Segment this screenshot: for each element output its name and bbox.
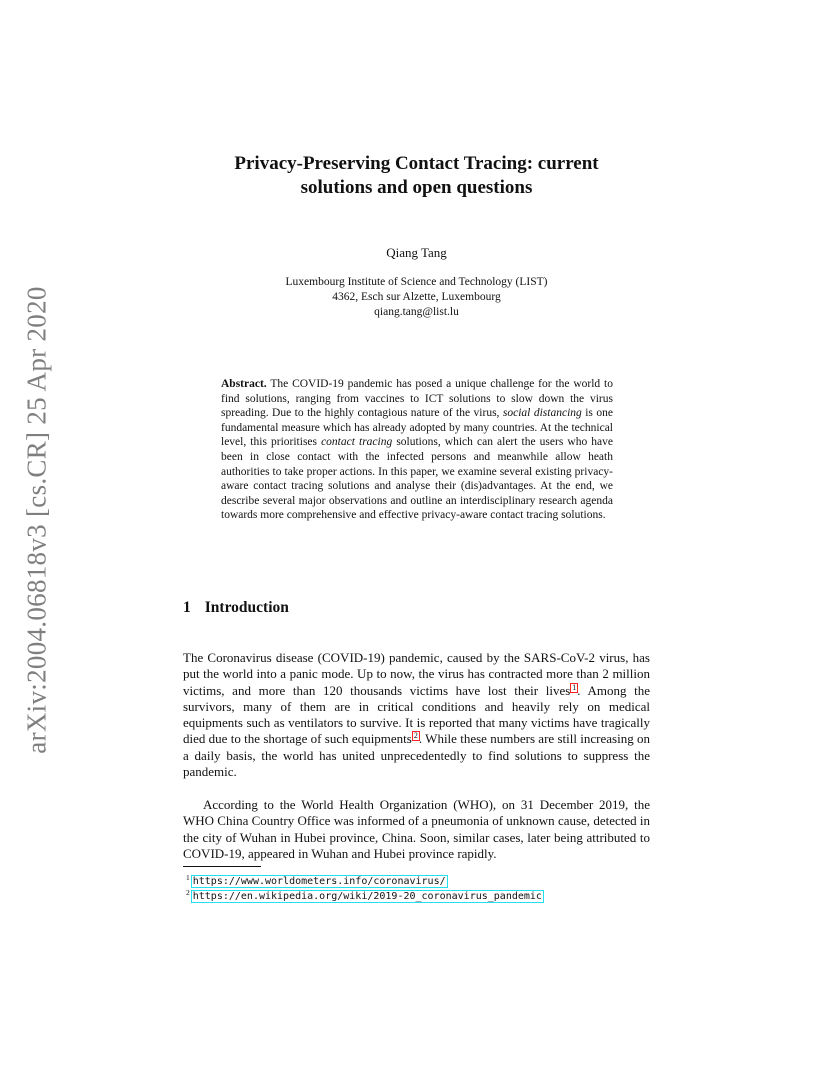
section-heading-introduction [183, 599, 289, 617]
para1-text-b: . Among the survivors, many of them are in critical conditions and heavily rely on medical equipments such as ventilators to survive. It is reported that many victims have tragically died due to the shortage of such equipments [183, 682, 650, 747]
para1-text-a: The Coronavirus disease (COVID-19) pandemic, caused by the SARS-CoV-2 virus, has put the world into a panic mode. Up to now, the virus has contracted more than 2 million victims, and more than 120 thousands victims have lost their lives [183, 650, 650, 698]
footnote-2-url-link[interactable]: https://en.wikipedia.org/wiki/2019-20_coronavirus_pandemic [192, 891, 542, 902]
footnote-divider [183, 866, 261, 867]
footnote-2-number: 2 [186, 888, 190, 897]
footnote-1-url-link[interactable]: https://www.worldometers.info/coronavirus/ [192, 876, 446, 887]
intro-paragraph-2: According to the World Health Organization (WHO), on 31 December 2019, the WHO China Country Office was informed of a pneumonia of unknown cause, detected in the city of Wuhan in Hubei province, China. Soon, similar cases, later being attributed to COVID-19, appeared in Wuhan and Hubei province rapidly. [183, 797, 650, 861]
abstract [221, 377, 613, 523]
para1-text-c: . While these numbers are still increasing on a daily basis, the world has united unprecedentedly to find solutions to suppress the pandemic. [183, 731, 650, 780]
affiliation-address: 4362, Esch sur Alzette, Luxembourg [332, 291, 501, 303]
affiliation-block [183, 275, 650, 320]
author-email: qiang.tang@list.lu [374, 306, 459, 318]
abstract-text-b: is one fundamental measure which has already adopted by many countries. At the technical level, this prioritises [221, 407, 613, 449]
abstract-emphasis-social-distancing: social distancing [502, 407, 582, 420]
author-name: Qiang Tang [386, 245, 447, 260]
abstract-text-c: solutions, which can alert the users who have been in close contact with the infected persons and meanwhile allow heath authorities to take proper actions. In this paper, we examine several existing privacy-aware contact tracing solutions and analyse their (dis)advantages. At the end, we describe several major observations and outline an interdisciplinary research agenda towards more comprehensive and effective privacy-aware contact tracing solutions. [221, 436, 613, 522]
footnote-ref-2-link[interactable]: 2 [413, 731, 418, 741]
paper-title [183, 152, 650, 200]
footnote-1-number: 1 [186, 873, 190, 882]
intro-paragraph-1 [183, 650, 650, 780]
section-title: Introduction [204, 599, 289, 616]
abstract-label: Abstract. [221, 378, 267, 390]
abstract-text-a: The COVID-19 pandemic has posed a unique challenge for the world to find solutions, ranging from vaccines to ICT solutions to slow down the virus spreading. Due to the highly contagious nature of the virus, [221, 378, 613, 420]
footnote-ref-1-link[interactable]: 1 [572, 682, 577, 692]
title-line-2: solutions and open questions [300, 177, 533, 198]
affiliation-institution: Luxembourg Institute of Science and Technology (LIST) [285, 276, 548, 288]
abstract-emphasis-contact-tracing: contact tracing [321, 436, 393, 449]
arxiv-margin-stamp: arXiv:2004.06818v3 [cs.CR] 25 Apr 2020 [21, 286, 52, 754]
title-line-1: Privacy-Preserving Contact Tracing: current [234, 153, 599, 174]
footnote-2 [186, 886, 543, 904]
section-number: 1 [183, 599, 191, 616]
